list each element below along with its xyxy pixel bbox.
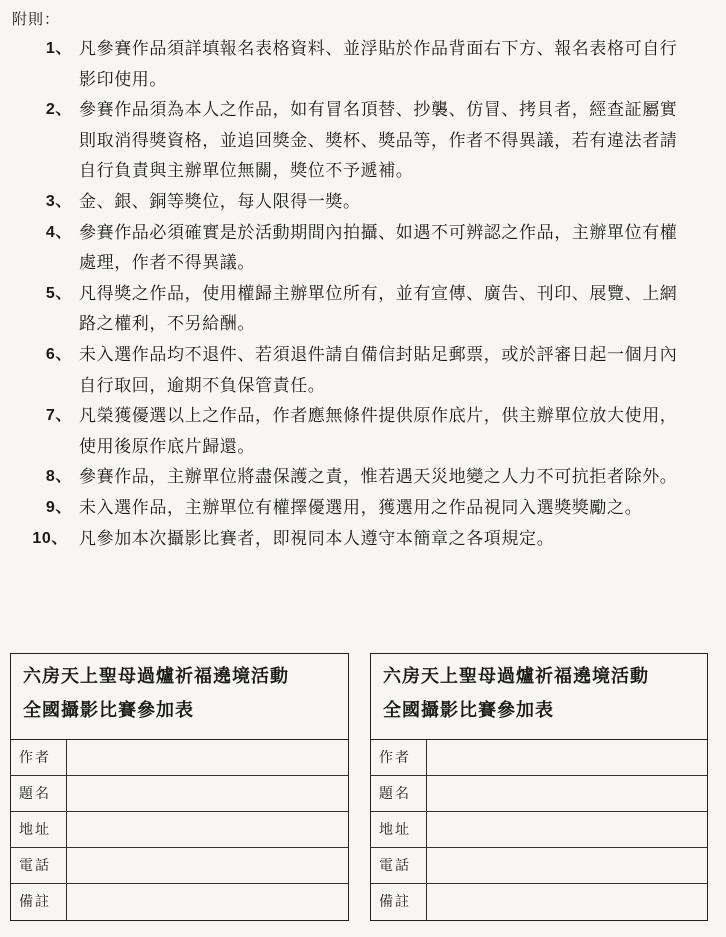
form-label: 題名	[371, 776, 427, 811]
rule-number: 8、	[45, 468, 72, 486]
rule-number: 3、	[45, 193, 72, 210]
rule-text-line: 參賽作品須為本人之作品，如有冒名頂替、抄襲、仿冒、拷貝者，經查証屬實	[79, 100, 678, 121]
remarks-field[interactable]	[67, 884, 348, 920]
form-label: 作者	[11, 740, 67, 775]
rule-number: 2、	[45, 101, 72, 119]
form-label: 電話	[371, 848, 427, 883]
entry-form-right	[370, 653, 708, 921]
rule-text-line: 凡榮獲優選以上之作品，作者應無條件提供原作底片，供主辦單位放大使用，	[79, 406, 678, 427]
rule-number: 10、	[32, 529, 68, 547]
rule-text-line: 自行負責與主辦單位無關，獎位不予遞補。	[79, 161, 414, 182]
form-label: 備註	[11, 884, 67, 920]
form-row-author	[11, 740, 348, 776]
form-label: 地址	[11, 812, 67, 847]
form-row-remarks	[11, 884, 348, 920]
address-field[interactable]	[427, 812, 707, 847]
form-label: 題名	[11, 776, 67, 811]
entry-form-left	[10, 653, 349, 921]
form-label: 備註	[371, 884, 427, 920]
form-label: 地址	[371, 812, 427, 847]
rule-number: 1、	[45, 40, 72, 57]
phone-field[interactable]	[427, 848, 707, 883]
rule-text-line: 處理，作者不得異議。	[79, 253, 255, 274]
rule-text-line: 使用後原作底片歸還。	[79, 436, 255, 457]
rule-text-line: 自行取回，逾期不負保管責任。	[79, 375, 326, 396]
phone-field[interactable]	[67, 848, 348, 883]
form-row-phone	[11, 848, 348, 884]
rule-text-line: 未入選作品均不退件、若須退件請自備信封貼足郵票，或於評審日起一個月內	[79, 345, 678, 365]
rules-heading: 附則：	[12, 10, 61, 28]
rule-number: 7、	[45, 407, 72, 425]
rule-text-line: 路之權利，不另給酬。	[79, 314, 255, 335]
form-row-address	[371, 812, 707, 848]
rule-text-line: 凡參加本次攝影比賽者，即視同本人遵守本簡章之各項規定。	[79, 528, 555, 549]
form-title-line1: 六房天上聖母過爐祈福遶境活動	[383, 666, 649, 687]
rule-text-line: 參賽作品必須確實是於活動期間內拍攝、如遇不可辨認之作品，主辦單位有權	[79, 222, 678, 243]
form-row-address	[11, 812, 348, 848]
form-title-line2: 全國攝影比賽參加表	[383, 700, 554, 721]
form-title	[11, 654, 348, 740]
address-field[interactable]	[67, 812, 348, 847]
form-title-line1: 六房天上聖母過爐祈福遶境活動	[23, 666, 289, 687]
rule-number: 9、	[45, 499, 72, 516]
author-field[interactable]	[67, 740, 348, 775]
form-row-remarks	[371, 884, 707, 920]
rule-number: 5、	[45, 284, 72, 302]
rule-text-line: 凡得獎之作品，使用權歸主辦單位所有，並有宣傳、廣告、刊印、展覽、上網	[79, 283, 678, 304]
rule-text-line: 影印使用。	[79, 69, 167, 90]
author-field[interactable]	[427, 740, 707, 775]
form-row-title	[11, 776, 348, 812]
form-title	[371, 654, 707, 740]
form-label: 電話	[11, 848, 67, 883]
rule-text-line: 未入選作品，主辦單位有權擇優選用，獲選用之作品視同入選獎獎勵之。	[79, 498, 643, 518]
form-title-line2: 全國攝影比賽參加表	[23, 700, 194, 721]
rule-number: 6、	[45, 346, 72, 363]
rule-text-line: 金、銀、銅等獎位，每人限得一獎。	[79, 192, 361, 212]
form-label: 作者	[371, 740, 427, 775]
remarks-field[interactable]	[427, 884, 707, 920]
title-field[interactable]	[67, 776, 348, 811]
form-row-phone	[371, 848, 707, 884]
rule-number: 4、	[45, 223, 72, 241]
rule-text-line: 凡參賽作品須詳填報名表格資料、並浮貼於作品背面右下方、報名表格可自行	[79, 39, 678, 59]
rule-text-line: 則取消得獎資格，並追回獎金、獎杯、獎品等，作者不得異議，若有違法者請	[79, 130, 678, 151]
form-row-author	[371, 740, 707, 776]
rule-text-line: 參賽作品，主辦單位將盡保護之責，惟若遇天災地變之人力不可抗拒者除外。	[79, 467, 678, 488]
form-row-title	[371, 776, 707, 812]
title-field[interactable]	[427, 776, 707, 811]
